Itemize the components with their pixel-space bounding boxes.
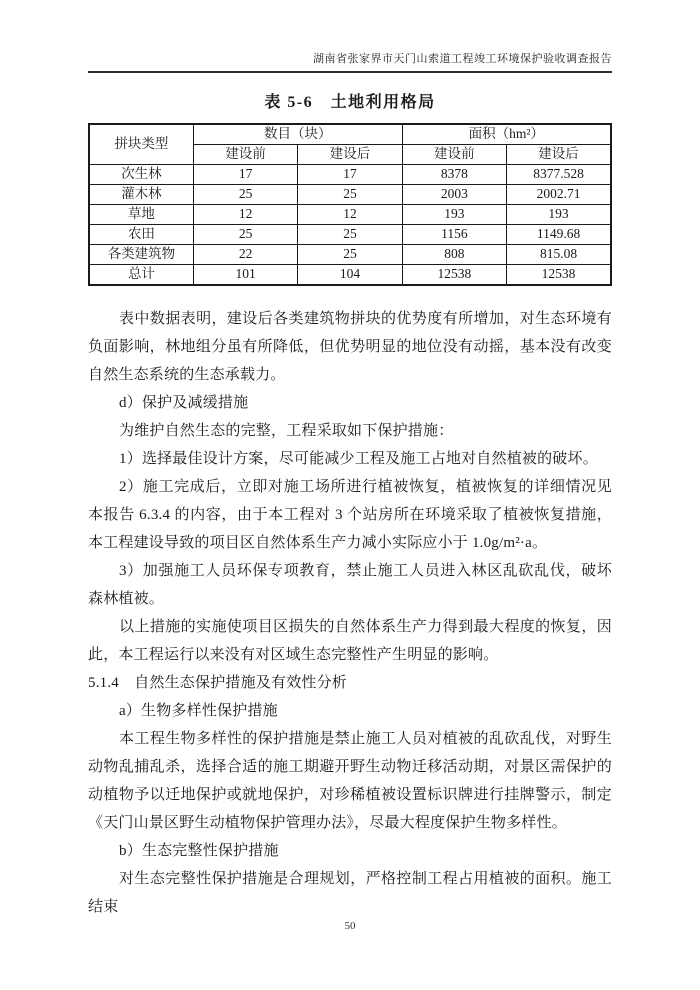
- table-row: [89, 224, 611, 244]
- table-cell: 2002.71: [507, 184, 611, 204]
- table-cell: 104: [298, 264, 402, 284]
- table-cell: 193: [402, 204, 506, 224]
- table-cell: 193: [507, 204, 611, 224]
- table-cell: 22: [193, 244, 297, 264]
- table-header-cell: 建设前: [193, 144, 297, 164]
- body-paragraph: 以上措施的实施使项目区损失的自然体系生产力得到最大程度的恢复，因此，本工程运行以来没有对区域生态完整性产生明显的影响。: [88, 618, 612, 663]
- list-item-2: 2）施工完成后，立即对施工场所进行植被恢复，植被恢复的详细情况见本报告 6.3.4 的内容，由于本工程对 3 个站房所在环境采取了植被恢复措施，本工程建设导致的项目区自然体系生产力减小实际应小于 1.0g/m²·a。: [88, 478, 612, 551]
- table-header-row-groups: [89, 124, 611, 144]
- table-cell: 17: [298, 164, 402, 184]
- table-cell: 各类建筑物: [89, 244, 193, 264]
- land-use-table: [88, 123, 612, 286]
- table-cell: 12538: [507, 264, 611, 284]
- table-cell: 总计: [89, 264, 193, 284]
- table-header-cell: 建设后: [298, 144, 402, 164]
- body-text: [88, 305, 612, 921]
- list-item-1: 1）选择最佳设计方案，尽可能减少工程及施工占地对自然植被的破坏。: [119, 450, 598, 467]
- running-head: 湖南省张家界市天门山索道工程竣工环境保护验收调查报告: [88, 52, 612, 73]
- body-paragraph: 本工程生物多样性的保护措施是禁止施工人员对植被的乱砍乱伐，对野生动物乱捕乱杀，选择合适的施工期避开野生动物迁移活动期，对景区需保护的动植物予以迁地保护或就地保护，对珍稀植被设置标识牌进行挂牌警示，制定《天门山景区野生动植物保护管理办法》，尽最大程度保护生物多样性。: [88, 730, 612, 831]
- body-paragraph: 表中数据表明，建设后各类建筑物拼块的优势度有所增加，对生态环境有负面影响，林地组分虽有所降低，但优势明显的地位没有动摇，基本没有改变自然生态系统的生态承载力。: [88, 310, 612, 383]
- list-item-3: 3）加强施工人员环保专项教育，禁止施工人员进入林区乱砍乱伐，破坏森林植被。: [88, 562, 612, 607]
- table-cell: 8378: [402, 164, 506, 184]
- table-cell: 25: [193, 184, 297, 204]
- table-cell: 101: [193, 264, 297, 284]
- table-header-cell: 建设后: [507, 144, 611, 164]
- table-cell: 1156: [402, 224, 506, 244]
- table-header-cell: 拼块类型: [89, 124, 193, 164]
- table-row: [89, 184, 611, 204]
- subsection-heading-d: d）保护及减缓措施: [119, 394, 249, 411]
- table-cell: 12: [193, 204, 297, 224]
- table-header-cell: 数目（块）: [193, 124, 402, 144]
- body-paragraph: 为维护自然生态的完整，工程采取如下保护措施：: [119, 422, 454, 439]
- table-header-cell: 面积（hm²）: [402, 124, 611, 144]
- subsection-heading-a: a）生物多样性保护措施: [119, 702, 278, 719]
- table-row: [89, 244, 611, 264]
- subsection-heading-b: b）生态完整性保护措施: [119, 842, 279, 859]
- table-cell: 8377.528: [507, 164, 611, 184]
- table-cell: 17: [193, 164, 297, 184]
- table-row: [89, 164, 611, 184]
- table-cell: 815.08: [507, 244, 611, 264]
- table-cell: 灌木林: [89, 184, 193, 204]
- table-cell: 2003: [402, 184, 506, 204]
- table-cell: 次生林: [89, 164, 193, 184]
- table-cell: 草地: [89, 204, 193, 224]
- page-number: 50: [344, 920, 356, 932]
- table-cell: 808: [402, 244, 506, 264]
- table-title: 表 5-6 土地利用格局: [264, 94, 436, 111]
- table-cell: 农田: [89, 224, 193, 244]
- body-paragraph: 对生态完整性保护措施是合理规划，严格控制工程占用植被的面积。施工结束: [88, 870, 612, 915]
- section-heading-5-1-4: 5.1.4 自然生态保护措施及有效性分析: [88, 674, 348, 691]
- table-row-total: [89, 264, 611, 284]
- table-cell: 12538: [402, 264, 506, 284]
- table-cell: 25: [193, 224, 297, 244]
- table-header-cell: 建设前: [402, 144, 506, 164]
- table-cell: 12: [298, 204, 402, 224]
- table-cell: 25: [298, 244, 402, 264]
- table-cell: 1149.68: [507, 224, 611, 244]
- table-row: [89, 204, 611, 224]
- table-cell: 25: [298, 224, 402, 244]
- table-cell: 25: [298, 184, 402, 204]
